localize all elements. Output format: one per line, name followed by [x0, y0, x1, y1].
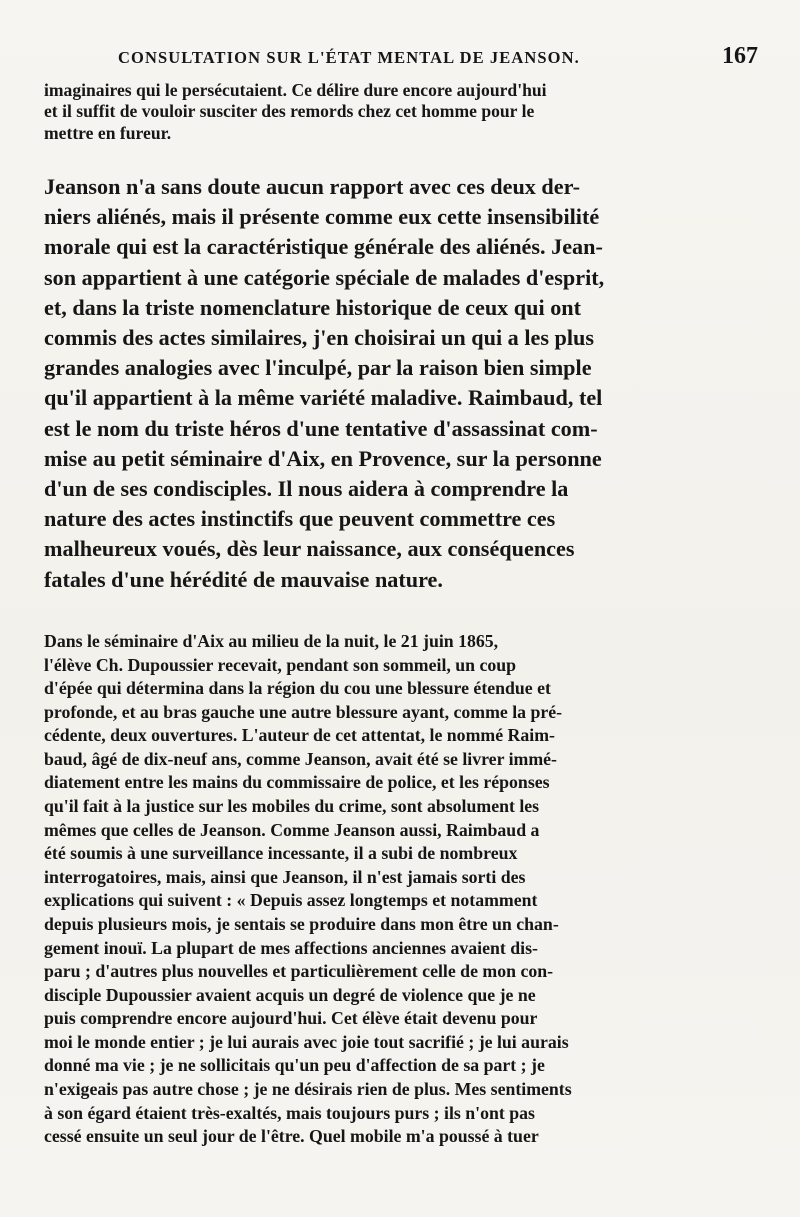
text-line: à son égard étaient très-exaltés, mais toujours purs ; ils n'ont pas — [44, 1102, 535, 1123]
text-line: malheureux voués, dès leur naissance, aux conséquences — [44, 536, 575, 562]
text-line: explications qui suivent : « Depuis assez longtemps et notamment — [44, 890, 538, 911]
page-number: 167 — [722, 43, 758, 69]
text-line: fatales d'une hérédité de mauvaise nature. — [44, 566, 443, 592]
text-line: son appartient à une catégorie spéciale de malades d'esprit, — [44, 264, 605, 290]
text-line: est le nom du triste héros d'une tentative d'assassinat com- — [44, 415, 598, 441]
text-line: interrogatoires, mais, ainsi que Jeanson, il n'est jamais sorti des — [44, 866, 526, 887]
text-line: Dans le séminaire d'Aix au milieu de la nuit, le 21 juin 1865, — [44, 631, 499, 651]
text-line: d'épée qui détermina dans la région du cou une blessure étendue et — [44, 678, 551, 699]
text-line: Jeanson n'a sans doute aucun rapport avec ces deux der- — [44, 174, 581, 199]
text-line: profonde, et au bras gauche une autre blessure ayant, comme la pré- — [44, 701, 563, 722]
text-line: moi le monde entier ; je lui aurais avec joie tout sacrifié ; je lui aurais — [44, 1031, 569, 1052]
text-line: d'un de ses condisciples. Il nous aidera à comprendre la — [44, 476, 569, 502]
continued-paragraph — [44, 80, 750, 144]
text-line: imaginaires qui le persécutaient. Ce délire dure encore aujourd'hui — [44, 80, 547, 100]
text-line: qu'il fait à la justice sur les mobiles du crime, sont absolument les — [44, 796, 540, 817]
text-line: cédente, deux ouvertures. L'auteur de cet attentat, le nommé Raim- — [44, 725, 555, 746]
text-line: commis des actes similaires, j'en choisirai un qui a les plus — [44, 325, 594, 351]
text-line: paru ; d'autres plus nouvelles et particulièrement celle de mon con- — [44, 961, 554, 982]
running-title: CONSULTATION SUR L'ÉTAT MENTAL DE JEANSON. — [118, 48, 580, 67]
text-line: été soumis à une surveillance incessante, il a subi de nombreux — [44, 843, 518, 864]
text-line: grandes analogies avec l'inculpé, par la raison bien simple — [44, 355, 592, 381]
text-line: l'élève Ch. Dupoussier recevait, pendant son sommeil, un coup — [44, 654, 517, 675]
text-line: depuis plusieurs mois, je sentais se produire dans mon être un chan- — [44, 913, 559, 934]
text-line: mettre en fureur. — [44, 122, 172, 143]
quoted-case-paragraph — [44, 630, 750, 1149]
text-line: et il suffit de vouloir susciter des remords chez cet homme pour le — [44, 101, 535, 122]
text-line: mêmes que celles de Jeanson. Comme Jeanson aussi, Raimbaud a — [44, 819, 540, 840]
text-line: niers aliénés, mais il présente comme eux cette insensibilité — [44, 204, 600, 230]
main-paragraph — [44, 172, 750, 595]
text-line: et, dans la triste nomenclature historique de ceux qui ont — [44, 294, 582, 320]
text-line: morale qui est la caractéristique générale des aliénés. Jean- — [44, 234, 603, 260]
text-line: mise au petit séminaire d'Aix, en Provence, sur la personne — [44, 445, 602, 471]
text-line: donné ma vie ; je ne sollicitais qu'un peu d'affection de sa part ; je — [44, 1055, 545, 1076]
text-line: qu'il appartient à la même variété maladive. Raimbaud, tel — [44, 385, 603, 411]
text-line: diatement entre les mains du commissaire de police, et les réponses — [44, 772, 550, 793]
text-line: n'exigeais pas autre chose ; je ne désirais rien de plus. Mes sentiments — [44, 1078, 572, 1099]
running-header — [118, 45, 758, 75]
text-line: nature des actes instinctifs que peuvent commettre ces — [44, 506, 556, 532]
text-line: baud, âgé de dix-neuf ans, comme Jeanson, avait été se livrer immé- — [44, 748, 557, 769]
text-line: gement inouï. La plupart de mes affections anciennes avaient dis- — [44, 937, 538, 958]
text-line: puis comprendre encore aujourd'hui. Cet élève était devenu pour — [44, 1008, 538, 1029]
text-line: cessé ensuite un seul jour de l'être. Quel mobile m'a poussé à tuer — [44, 1126, 539, 1147]
text-line: disciple Dupoussier avaient acquis un degré de violence que je ne — [44, 984, 536, 1005]
